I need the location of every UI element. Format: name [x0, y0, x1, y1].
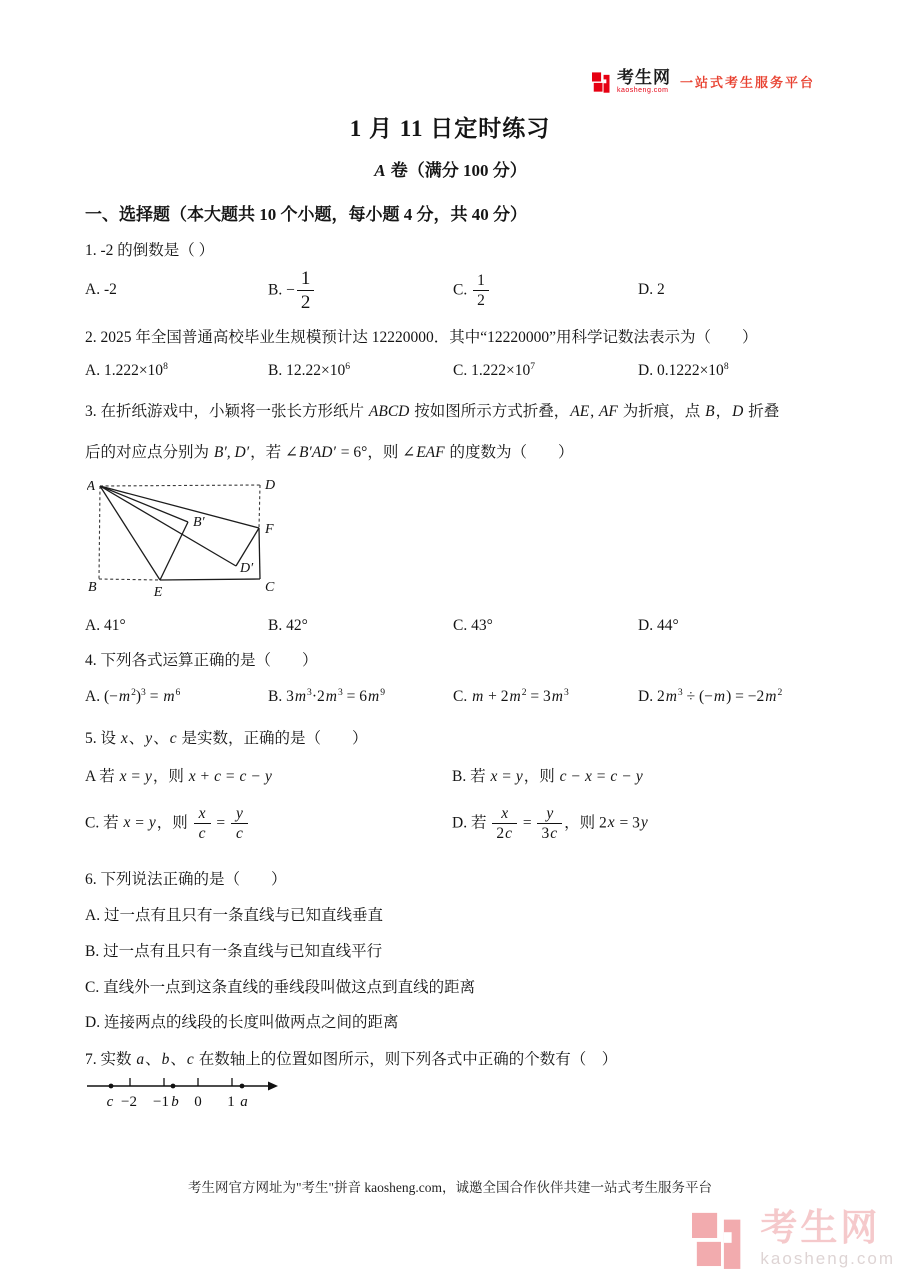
q4-stem: 4. 下列各式运算正确的是（ ）: [85, 651, 318, 669]
q5-stem: 5. 设 x、y、c 是实数，正确的是（ ）: [85, 730, 368, 748]
logo-domain-text: kaosheng.com: [616, 86, 669, 94]
q5-option-b: B. 若 x = y，则 c − x = c − y: [452, 767, 643, 785]
q3-options: [85, 614, 815, 638]
q6-option-d: D. 连接两点的线段的长度叫做两点之间的距离: [85, 1014, 399, 1032]
q1-option-c: C. $\frac{1}{2}$: [453, 272, 638, 310]
q2-option-c: C. $1.222\times 10^7$: [453, 360, 536, 379]
q1-options: [85, 264, 815, 316]
q2-option-a: A. $1.222\times 10^8$: [85, 360, 168, 379]
watermark-brand-text: 考生网: [760, 1207, 881, 1248]
logo-text-block: [617, 69, 671, 94]
q6-stem: 6. 下列说法正确的是（ ）: [85, 870, 287, 888]
q3-option-b: B. 42°: [268, 616, 308, 634]
watermark-logo-icon: [692, 1207, 750, 1269]
watermark-domain-text: kaosheng.com: [760, 1249, 895, 1268]
page-footer: 考生网官方网址为"考生"拼音 kaosheng.com，诚邀全国合作伙伴共建一站式考生服务平台: [187, 1180, 712, 1195]
q6-option-b: B. 过一点有且只有一条直线与已知直线平行: [85, 942, 383, 960]
q4-option-d: D. $2m^3 \div (-m) = -2m^2$: [638, 687, 783, 706]
figure-label-c: C: [265, 579, 275, 595]
q4-option-c: C. $m + 2m^2 = 3m^3$: [453, 687, 569, 706]
q3-option-d: D. 44°: [638, 616, 679, 634]
q7-stem: 7. 实数 a、b、c 在数轴上的位置如图所示，则下列各式中正确的个数有（ ）: [85, 1051, 618, 1069]
q3-option-c: C. 43°: [453, 616, 493, 634]
q5-options-row1: [85, 763, 815, 787]
q1-option-a: A. -2: [85, 281, 117, 299]
q5-option-a: A 若 x = y，则 x + c = c − y: [85, 767, 272, 785]
logo-brand-text: 考生网: [616, 67, 671, 87]
q4-option-a: A. $(-m^2)^3 = m^6$: [85, 687, 181, 706]
q7-number-line: [85, 1075, 815, 1124]
site-header: [85, 68, 815, 94]
q4-option-b: B. $3m^3\cdot 2m^3 = 6m^9$: [268, 687, 386, 706]
q1-stem: 1. -2 的倒数是（ ）: [85, 242, 215, 259]
q1-option-b: B. − $\frac{1}{2}$: [268, 268, 453, 314]
q3-stem-line1: 3. 在折纸游戏中，小颖将一张长方形纸片 ABCD 按如图所示方式折叠，AE, AF 为折痕，点 B，D 折叠: [85, 402, 780, 420]
q2-option-b: B. $12.22\times 10^6$: [268, 360, 351, 379]
numberline-label-c: c: [106, 1093, 114, 1110]
q3-stem-line2: 后的对应点分别为 B′, D′，若 ∠B′AD′ = 6°，则 ∠EAF 的度数为（ ）: [85, 444, 574, 462]
q6-option-c: C. 直线外一点到这条直线的垂线段叫做这点到直线的距离: [85, 978, 476, 996]
figure-label-b-prime: B′: [193, 514, 205, 530]
q2-options: [85, 358, 815, 384]
watermark-text-block: [760, 1209, 895, 1267]
q1-option-d: D. 2: [638, 281, 665, 299]
numberline-label-a: a: [240, 1093, 248, 1110]
q3-folding-figure: [87, 472, 815, 605]
paper-subtitle: A 卷（满分 100 分）: [374, 161, 527, 180]
logo-tagline: 一站式考生服务平台: [679, 74, 815, 90]
figure-label-b: B: [88, 579, 97, 595]
q4-options: [85, 681, 815, 713]
figure-label-e: E: [153, 584, 163, 600]
kaosheng-logo-icon: [592, 70, 613, 93]
numberline-label-minus1: −1: [153, 1093, 169, 1110]
q5-option-c: C. 若 x = y，则 $\frac{x}{c}$ = $\frac{y}{c}$: [85, 805, 452, 843]
page-title: 1 月 11 日定时练习: [349, 116, 551, 141]
numberline-label-zero: 0: [194, 1093, 202, 1110]
q2-stem: 2. 2025 年全国普通高校毕业生规模预计达 12220000．其中“12220000”用科学记数法表示为（ ）: [85, 329, 758, 347]
q3-option-a: A. 41°: [85, 616, 126, 634]
numberline-label-b: b: [171, 1093, 179, 1110]
q2-option-d: D. $0.1222\times 10^8$: [638, 360, 729, 379]
numberline-label-one: 1: [227, 1093, 235, 1110]
q5-options-row2: [85, 796, 815, 852]
figure-label-d: D: [265, 477, 276, 493]
watermark-logo: [692, 1207, 895, 1269]
figure-label-f: F: [265, 521, 274, 537]
numberline-label-minus2: −2: [121, 1093, 137, 1110]
figure-label-a: A: [87, 478, 95, 494]
q6-option-a: A. 过一点有且只有一条直线与已知直线垂直: [85, 907, 383, 925]
q5-option-d: D. 若 $\frac{x}{2c}$ = $\frac{y}{3c}$ ，则 2x = 3y: [452, 804, 648, 843]
section-heading: 一、选择题（本大题共 10 个小题，每小题 4 分，共 40 分）: [85, 205, 527, 224]
figure-label-d-prime: D′: [240, 560, 254, 576]
